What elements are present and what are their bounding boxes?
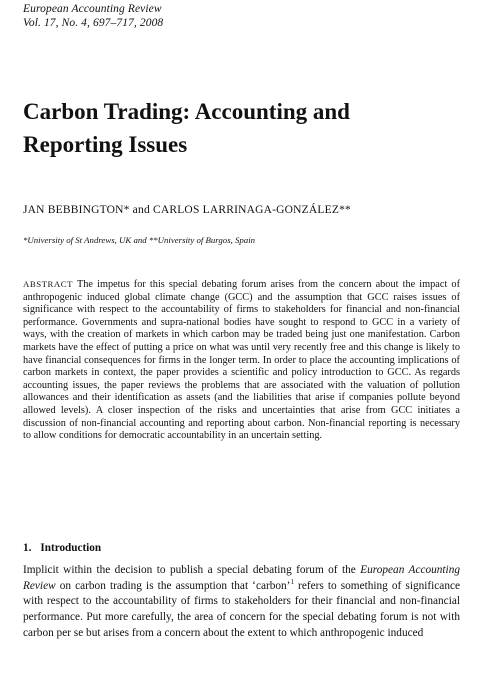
body-text-part-3: refers to something of significance with respect to the accountability of firms to stakeholders for their financial and non-financial performance. Put more carefully, the area of concern for the special debating forum is not with carbon per se but arises from a concern about the extent to which anthropogenic induced [23, 579, 460, 639]
footnote-marker[interactable]: 1 [290, 577, 294, 586]
journal-name: European Accounting Review [23, 3, 162, 15]
abstract-label: ABSTRACT [23, 279, 73, 289]
section-heading [23, 541, 101, 555]
body-text-part-1: Implicit within the decision to publish a special debating forum of the [23, 564, 361, 576]
title-line-1: Carbon Trading: Accounting and [23, 99, 350, 124]
author-list: JAN BEBBINGTON* and CARLOS LARRINAGA-GONZÁLEZ** [23, 204, 351, 216]
journal-citation: Vol. 17, No. 4, 697–717, 2008 [23, 17, 164, 29]
body-text-part-2: on carbon trading is the assumption that ‘carbon’ [55, 579, 291, 592]
abstract-text: The impetus for this special debating forum arises from the concern about the impact of anthropogenic induced global climate change (GCC) and the assumption that GCC raises issues of significance with respect to the accountability of firms to stakeholders for financial and non-financial performance. Governments and supra-national bodies have sought to respond to GCC in a variety of ways, with the creation of markets in which carbon may be traded being just one manifestation. Carbon markets have the effect of putting a price on what was until very recently free and this change is likely to have financial consequences for firms in the longer term. In order to place the accounting implications of carbon markets in context, the paper provides a scientific and policy introduction to GCC. As regards accounting issues, the paper reviews the problems that are associated with the valuation of pollution allowances and their identification as assets (and the liabilities that arise if companies pollute beyond allowed levels). A closer inspection of the risks and uncertainties that arise from GCC initiates a discussion of non-financial accounting and reporting about carbon. Non-financial reporting is necessary to allow conditions for democratic accountability in an uncertain setting. [23, 279, 460, 442]
introduction-paragraph [23, 563, 460, 642]
author-affiliations: *University of St Andrews, UK and **University of Burgos, Spain [23, 235, 256, 245]
article-title [23, 95, 463, 161]
abstract [23, 278, 460, 443]
journal-reference: European Accounting Review [23, 564, 460, 592]
section-number: 1. [23, 542, 32, 554]
title-line-2: Reporting Issues [23, 132, 188, 157]
section-title: Introduction [40, 542, 102, 554]
journal-header [23, 2, 163, 30]
